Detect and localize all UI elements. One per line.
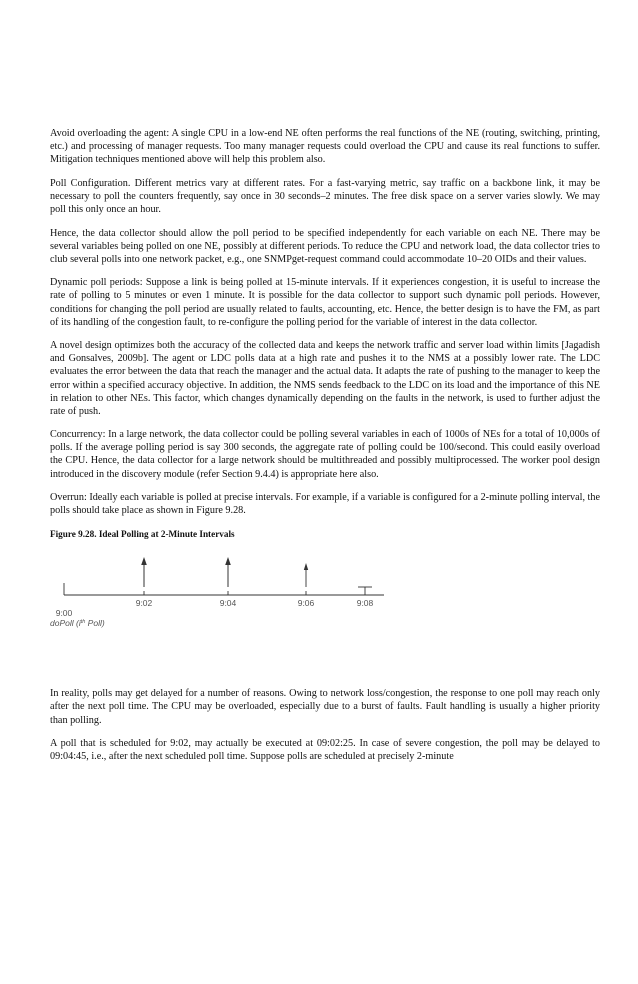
paragraph-dynamic-poll-periods: Dynamic poll periods: Suppose a link is being polled at 15-minute intervals. If it experiences congestion, it is useful to increase the rate of polling to 5 minutes or even 1 minute. It is possible for the data collector to support such dynamic poll periods. However, conditions for changing the poll period are usually related to faults, accounting, etc. Hence, the better design is to have the FM, as part of its handling of the congestion fault, to re-configure the polling period for the variable of interest in the data collector. [50, 277, 600, 328]
paragraph-scheduled-poll: A poll that is scheduled for 9:02, may actually be executed at 09:02:25. In case of severe congestion, the poll may be delayed to 09:04:45, i.e., after the next scheduled poll time. Suppose polls are scheduled at precisely 2-minute [50, 738, 600, 763]
figure-ideal-polling [50, 543, 600, 661]
do-poll-label-suffix: Poll) [85, 618, 105, 629]
do-poll-label-sup: th [80, 619, 86, 626]
paragraph-concurrency: Concurrency: In a large network, the data collector could be polling several variables in each of 1000s of NEs for a total of 10,000s of polls. If the average polling period is say 300 seconds, the aggregate rate of polling could be 100/second. This could easily overload the CPU. Hence, the data collector for a large network should be multithreaded and possibly multiprocessed. The worker pool design introduced in the discovery module (refer Section 9.4.4) is appropriate here also. [50, 429, 600, 480]
paragraph-in-reality: In reality, polls may get delayed for a number of reasons. Owing to network loss/congestion, the response to one poll may reach only after the next poll time. The CPU may be overloaded, especially due to a burst of faults. Fault handling is usually a higher priority than polling. [50, 688, 600, 726]
do-poll-label [50, 618, 105, 628]
figure-caption: Figure 9.28. Ideal Polling at 2-Minute Intervals [50, 529, 235, 540]
paragraph-overrun: Overrun: Ideally each variable is polled at precise intervals. For example, if a variable is configured for a 2-minute polling interval, the polls should take place as shown in Figure 9.28. [50, 492, 600, 517]
tick-label-0: 9:00 [55, 608, 73, 619]
figure-timeline [50, 543, 600, 661]
tick-label-1: 9:02 [135, 598, 153, 609]
tick-label-3: 9:06 [297, 598, 315, 609]
do-poll-label-prefix: doPoll (i [50, 618, 81, 629]
tick-label-2: 9:04 [219, 598, 237, 609]
page-content [50, 127, 600, 774]
tick-label-4: 9:08 [356, 598, 374, 609]
paragraph-poll-period-per-variable: Hence, the data collector should allow the poll period to be specified independently for each variable on each NE. There may be several variables being polled on one NE, possibly at different periods. To reduce the CPU and network load, the data collector tries to club several polls into one network packet, e.g., one SNMPget-request command could accommodate 10–20 OIDs and their values. [50, 227, 600, 265]
paragraph-avoid-overloading: Avoid overloading the agent: A single CPU in a low-end NE often performs the real functions of the NE (routing, switching, printing, etc.) and processing of manager requests. Too many manager requests could overload the CPU and cause its real functions to suffer. Mitigation techniques mentioned above will help this problem also. [50, 128, 600, 166]
poll-arrow-head-3 [304, 563, 308, 570]
poll-arrow-head-1 [141, 557, 147, 565]
poll-arrow-head-2 [225, 557, 231, 565]
paragraph-poll-configuration: Poll Configuration. Different metrics vary at different rates. For a fast-varying metric, say traffic on a backbone link, it may be necessary to poll the counters frequently, say once in 30 seconds–2 minutes. The free disk space on a server varies slowly. We may poll this only once an hour. [50, 177, 600, 215]
paragraph-novel-design: A novel design optimizes both the accuracy of the collected data and keeps the network traffic and server load within limits [Jagadish and Gonsalves, 2009b]. The agent or LDC polls data at a high rate and pushes it to the NMS at a possibly lower rate. The LDC evaluates the error between the data that reach the manager and the actual data. It adapts the rate of pushing to the manager to keep the error within a specified accuracy objective. In addition, the NMS sends feedback to the LDC on its load and the importance of this NE in relation to other NEs. This factor, which changes dynamically depending on the faults in the network, is used to further adjust the rate of push. [50, 340, 600, 417]
